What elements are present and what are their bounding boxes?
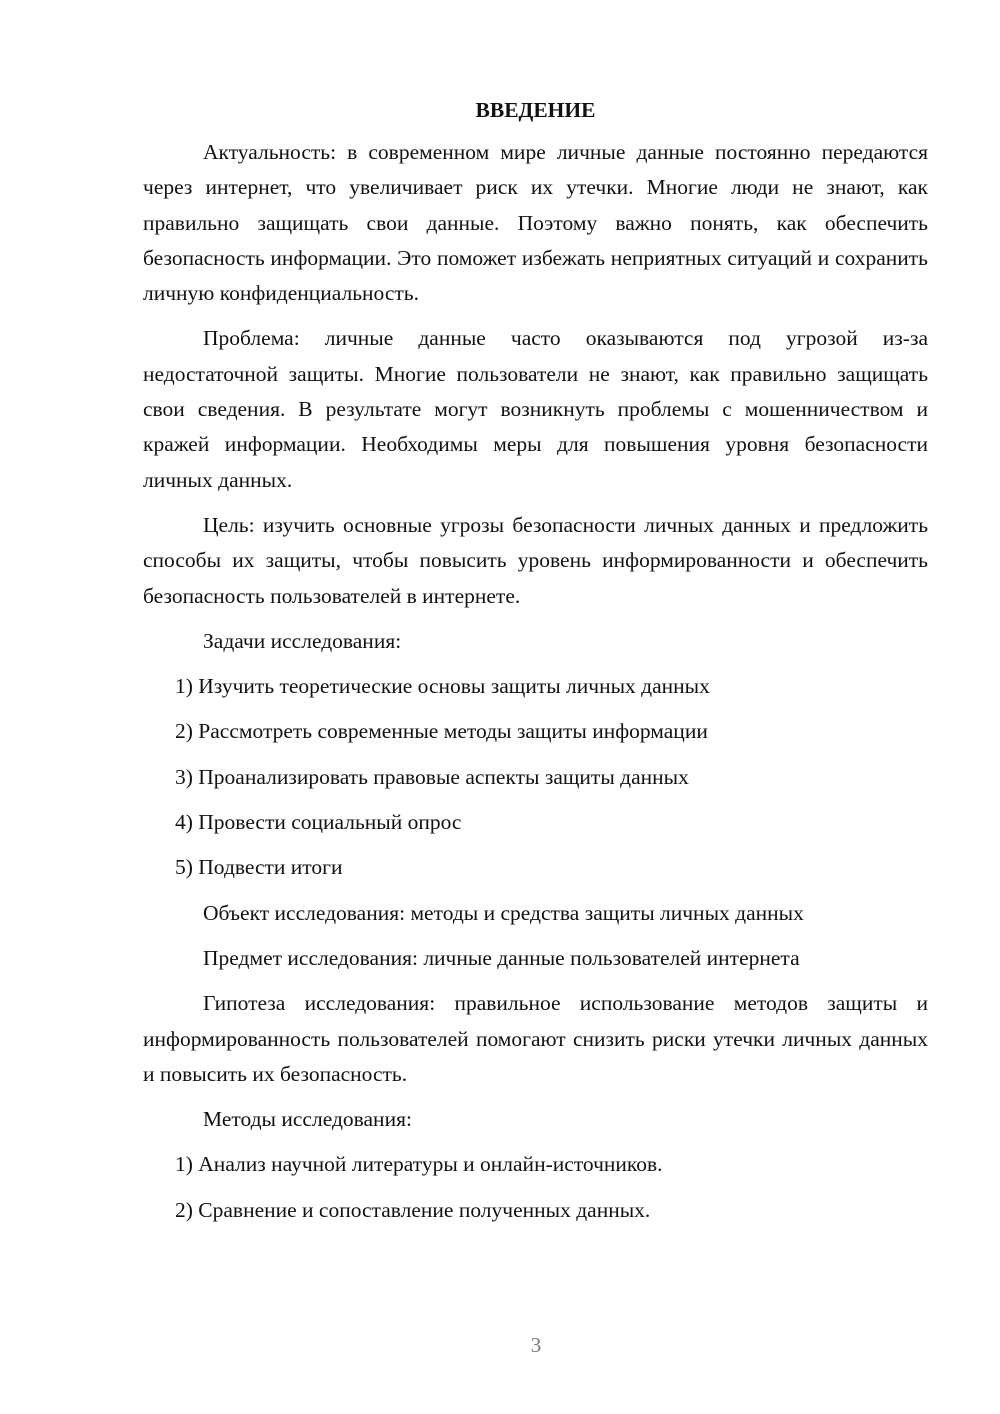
page-number: 3 [530, 1333, 542, 1357]
task-item: 2) Рассмотреть современные методы защиты информации [175, 719, 708, 744]
task-item: 1) Изучить теоретические основы защиты личных данных [175, 674, 710, 699]
task-item: 5) Подвести итоги [175, 855, 343, 880]
problem-paragraph: Проблема: личные данные часто оказываются под угрозой из-за недостаточной защиты. Многие пользователи не знают, как правильно защищать свои сведения. В результате могут возникнуть проблемы с мошенничеством и кражей информации. Необходимы меры для повышения уровня безопасности личных данных. [143, 326, 928, 492]
methods-heading: Методы исследования: [203, 1107, 412, 1132]
relevance-paragraph: Актуальность: в современном мире личные данные постоянно передаются через интернет, что увеличивает риск их утечки. Многие люди не знают, как правильно защищать свои данные. Поэтому важно понять, как обеспечить безопасность информации. Это поможет избежать неприятных ситуаций и сохранить личную конфиденциальность. [143, 140, 928, 306]
task-item: 3) Проанализировать правовые аспекты защиты данных [175, 764, 689, 789]
tasks-heading: Задачи исследования: [203, 628, 402, 653]
hypothesis-paragraph: Гипотеза исследования: правильное использование методов защиты и информированность пользователей помогают снизить риски утечки личных данных и повысить их безопасность. [143, 991, 928, 1086]
section-title: ВВЕДЕНИЕ [475, 98, 596, 122]
method-item: 1) Анализ научной литературы и онлайн-источников. [175, 1152, 663, 1177]
goal-paragraph: Цель: изучить основные угрозы безопасности личных данных и предложить способы их защиты, чтобы повысить уровень информированности и обеспечить безопасность пользователей в интернете. [143, 512, 928, 608]
task-item: 4) Провести социальный опрос [175, 810, 462, 835]
document-page [143, 93, 928, 1238]
object-line: Объект исследования: методы и средства защиты личных данных [203, 900, 804, 925]
subject-line: Предмет исследования: личные данные пользователей интернета [203, 945, 800, 970]
method-item: 2) Сравнение и сопоставление полученных данных. [175, 1197, 651, 1222]
